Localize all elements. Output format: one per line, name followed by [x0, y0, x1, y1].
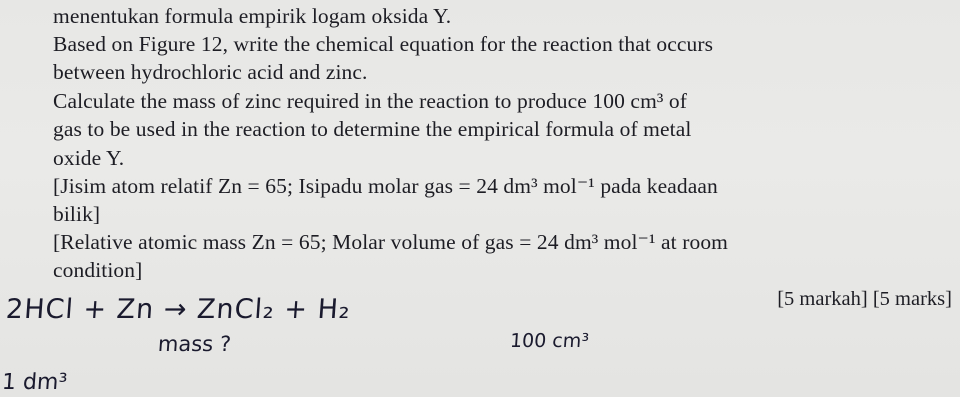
question-line-10: condition]	[53, 258, 143, 282]
question-line-1: menentukan formula empirik logam oksida Y.	[53, 4, 452, 28]
handwritten-equation: 2HCl + Zn → ZnCl₂ + H₂	[4, 294, 352, 325]
question-line-4: Calculate the mass of zinc required in the reaction to produce 100 cm³ of	[53, 89, 688, 113]
question-line-6: oxide Y.	[53, 146, 125, 170]
question-line-9: [Relative atomic mass Zn = 65; Molar volume of gas = 24 dm³ mol⁻¹ at room	[53, 230, 728, 254]
question-line-3: between hydrochloric acid and zinc.	[53, 60, 368, 84]
handwritten-volume-note: 100 cm³	[509, 330, 590, 352]
question-line-7: [Jisim atom relatif Zn = 65; Isipadu molar gas = 24 dm³ mol⁻¹ pada keadaan	[53, 174, 718, 198]
question-line-8: bilik]	[53, 202, 101, 226]
marks-label: [5 markah] [5 marks]	[777, 288, 952, 310]
handwritten-mass-note: mass ?	[157, 332, 232, 356]
question-line-5: gas to be used in the reaction to determine the empirical formula of metal	[53, 117, 692, 141]
question-line-2: Based on Figure 12, write the chemical equation for the reaction that occurs	[53, 32, 714, 56]
handwritten-unit-note: 1 dm³	[1, 370, 69, 395]
